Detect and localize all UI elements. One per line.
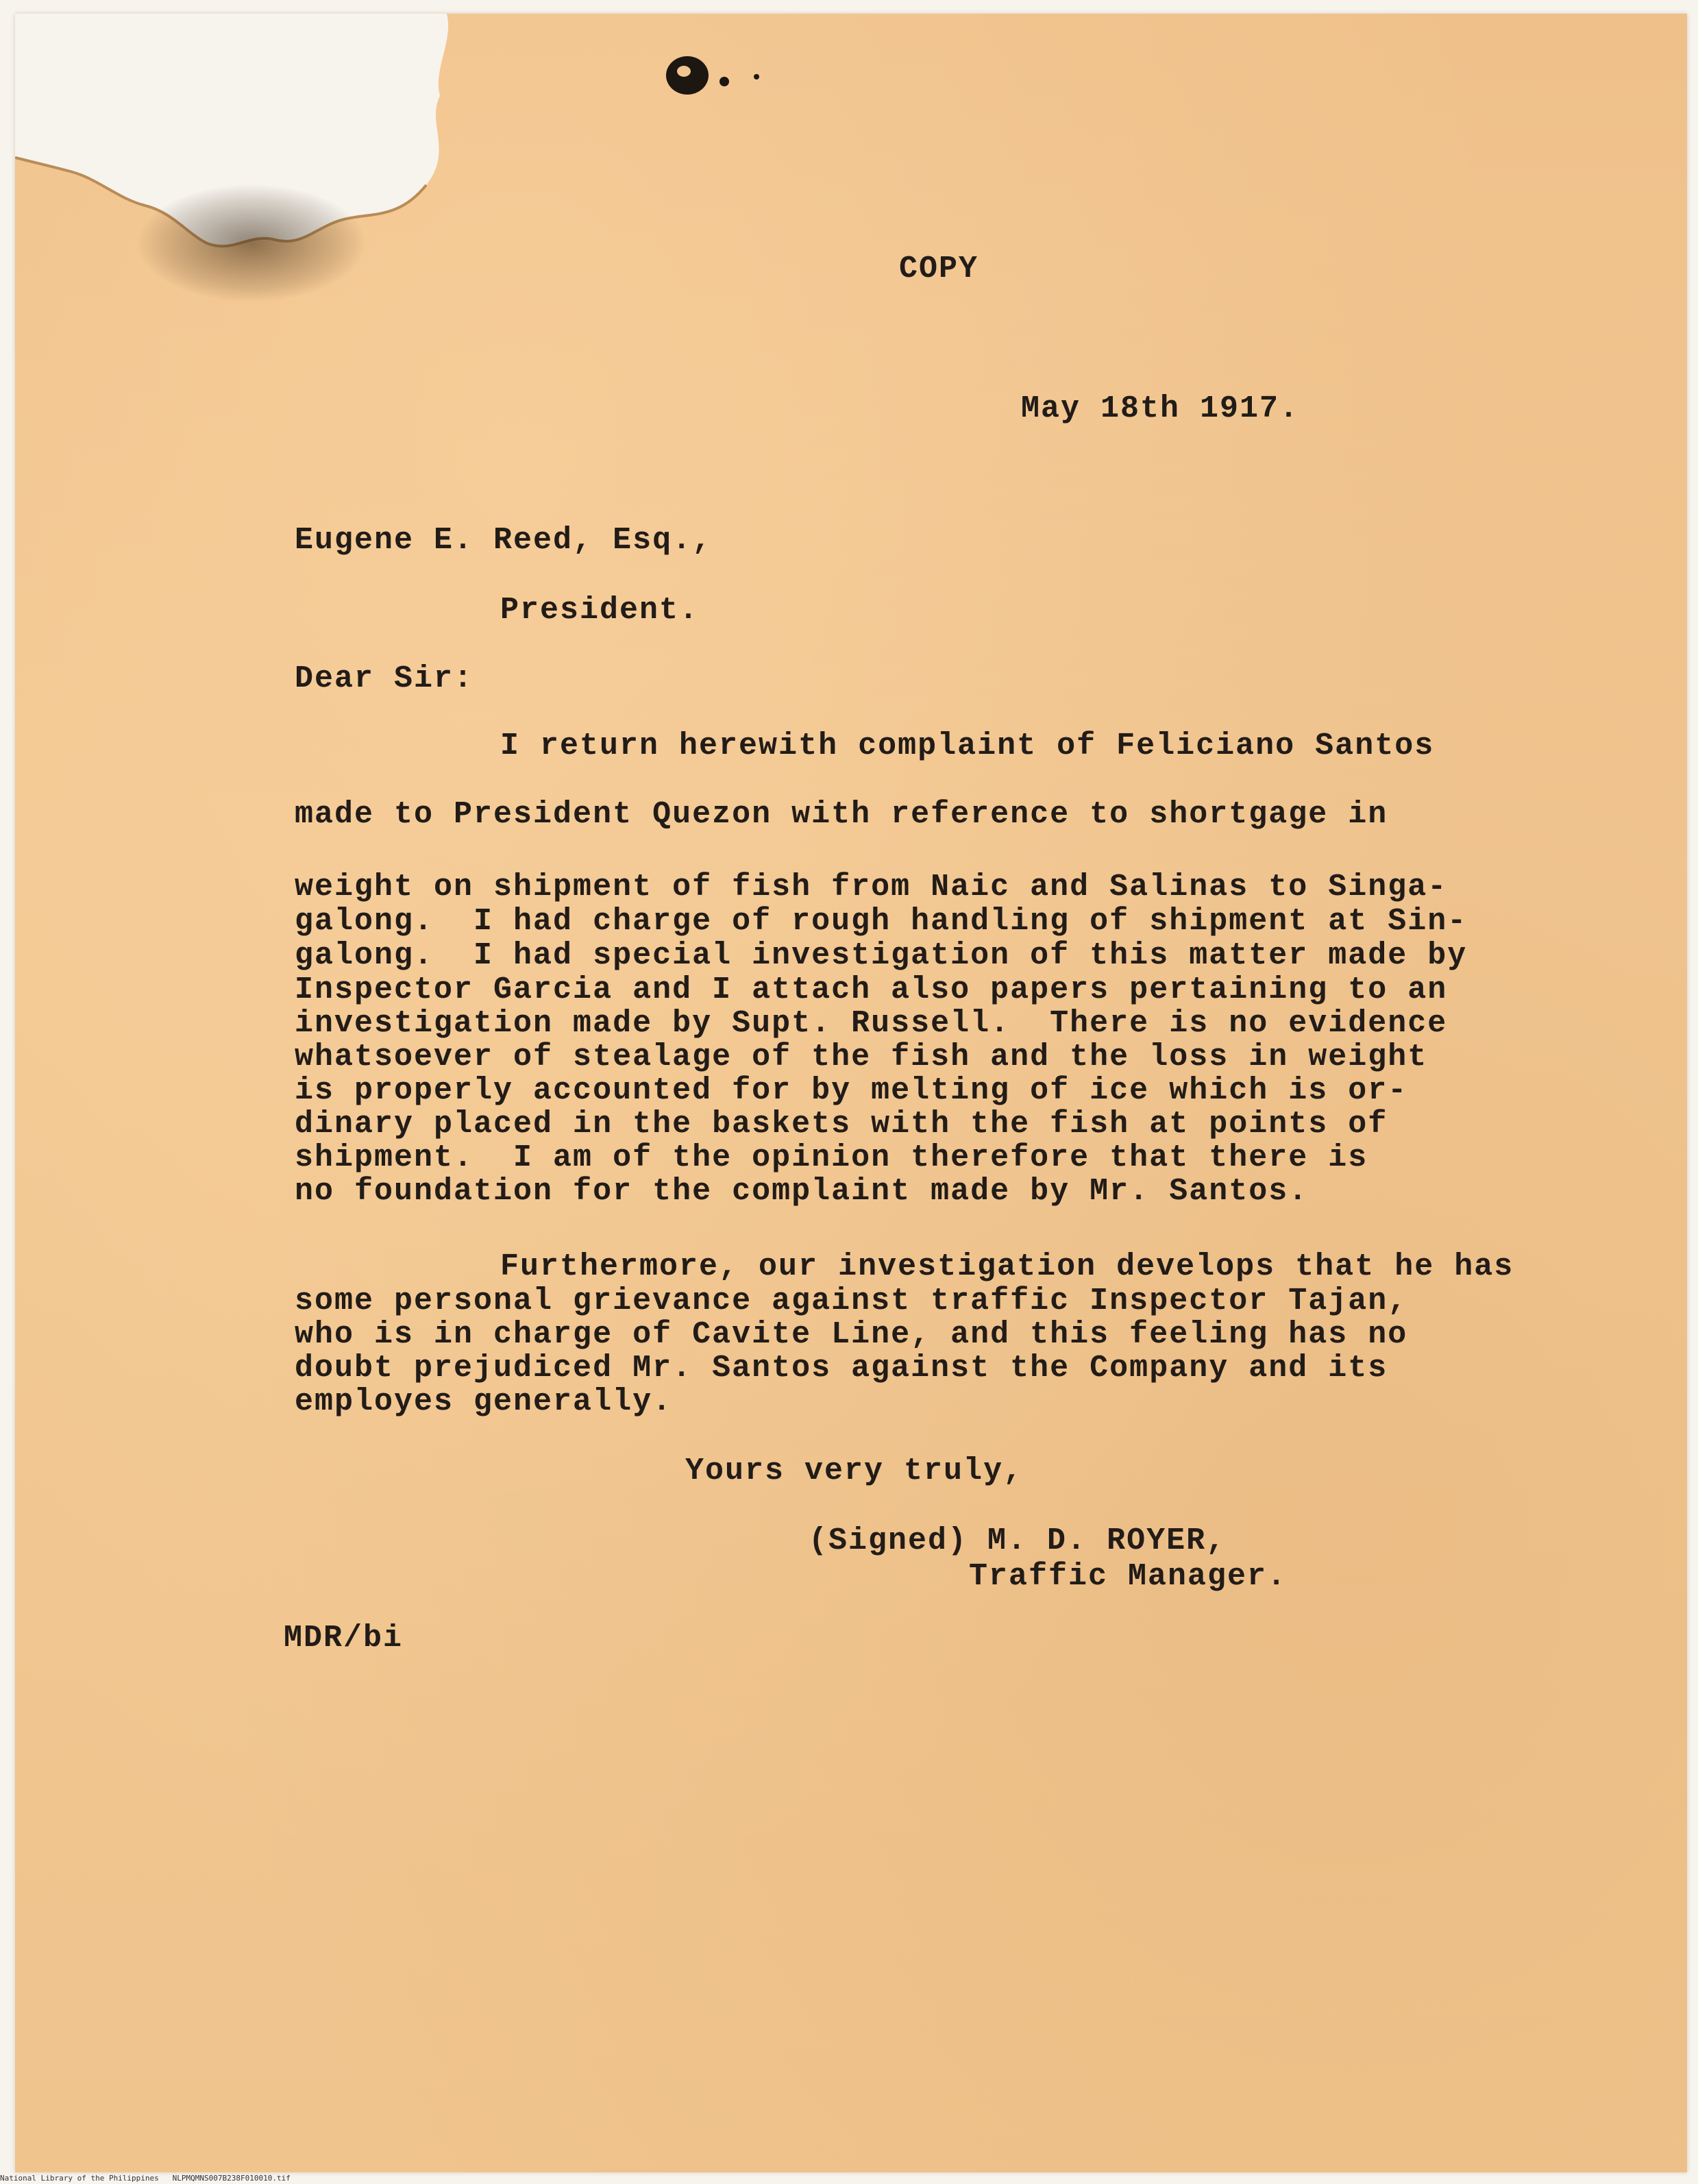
body-line: Inspector Garcia and I attach also papers pertaining to an (295, 972, 1448, 1007)
paragraph-1-line-1: I return herewith complaint of Feliciano Santos (500, 728, 1435, 763)
body-line: whatsoever of stealage of the fish and the loss in weight (295, 1040, 1428, 1075)
ink-dot (719, 77, 729, 86)
letter-paper (15, 14, 1687, 2172)
body-line: Furthermore, our investigation develops that he has (500, 1249, 1514, 1284)
body-line: dinary placed in the baskets with the fish at points of (295, 1107, 1388, 1142)
body-line: investigation made by Supt. Russell. There is no evidence (295, 1006, 1448, 1041)
body-line: galong. I had charge of rough handling of shipment at Sin- (295, 904, 1468, 939)
body-line: weight on shipment of fish from Naic and Salinas to Singa- (295, 870, 1448, 905)
body-line: doubt prejudiced Mr. Santos against the Company and its (295, 1351, 1388, 1386)
recipient-name: Eugene E. Reed, Esq., (295, 523, 713, 558)
recipient-title: President. (500, 593, 700, 628)
salutation: Dear Sir: (295, 661, 474, 696)
archive-footer (0, 2174, 291, 2183)
archive-filename: NLPMQMNS007B238F010010.tif (172, 2174, 291, 2183)
copy-heading: COPY (899, 251, 979, 286)
signature: (Signed) M. D. ROYER, (809, 1523, 1227, 1558)
ink-dot (754, 74, 759, 79)
closing: Yours very truly, (685, 1453, 1024, 1488)
ink-blot (666, 56, 709, 95)
body-line: who is in charge of Cavite Line, and this feeling has no (295, 1317, 1408, 1352)
reference-initials: MDR/bi (284, 1621, 404, 1656)
paragraph-1-line-2: made to President Quezon with reference to shortgage in (295, 797, 1388, 832)
letter-date: May 18th 1917. (1021, 391, 1300, 426)
body-line: is properly accounted for by melting of ice which is or- (295, 1073, 1408, 1108)
body-line: employes generally. (295, 1384, 673, 1419)
body-line: shipment. I am of the opinion therefore that there is (295, 1140, 1368, 1175)
body-line: galong. I had special investigation of this matter made by (295, 938, 1468, 973)
signer-title: Traffic Manager. (969, 1559, 1288, 1594)
scorch-mark (138, 185, 365, 302)
archive-institution: National Library of the Philippines (0, 2174, 159, 2183)
body-line: some personal grievance against traffic Inspector Tajan, (295, 1284, 1408, 1318)
body-line: no foundation for the complaint made by Mr. Santos. (295, 1174, 1309, 1209)
